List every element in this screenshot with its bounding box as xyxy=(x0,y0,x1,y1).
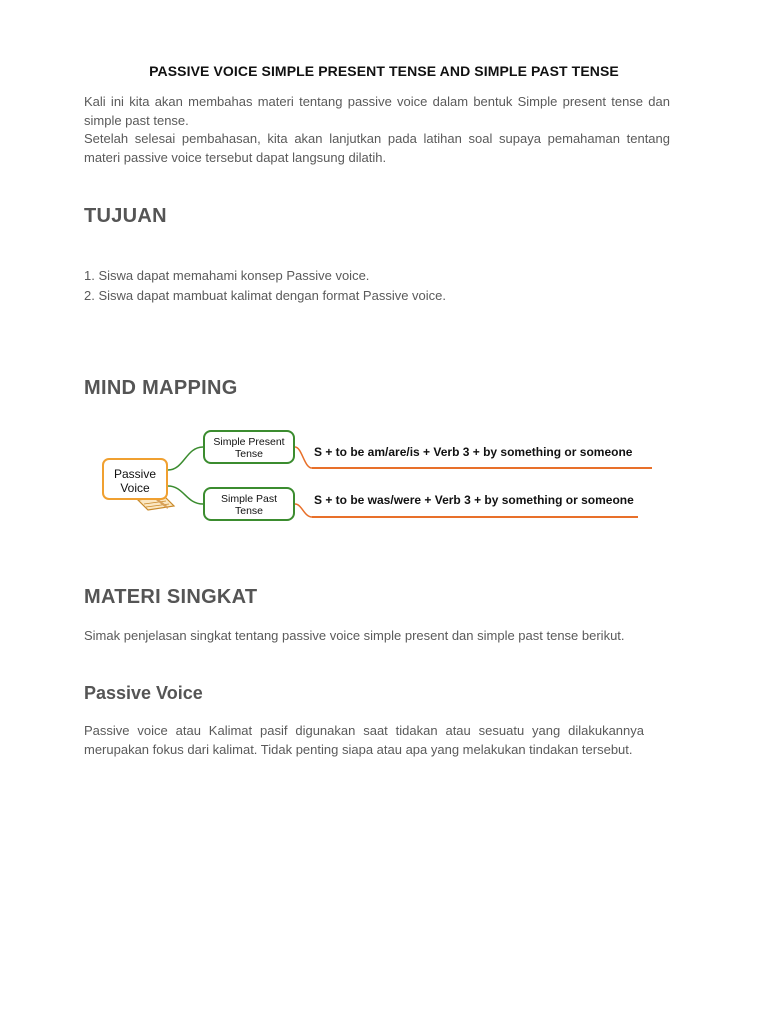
branch-node-simple-present xyxy=(203,430,295,464)
document-title: PASSIVE VOICE SIMPLE PRESENT TENSE AND SIMPLE PAST TENSE xyxy=(149,63,619,79)
root-label-line-2: Voice xyxy=(120,481,150,495)
branch-node-simple-past xyxy=(203,487,295,521)
formula-simple-present: S + to be am/are/is + Verb 3 + by something or someone xyxy=(314,445,633,459)
passive-voice-text-block xyxy=(84,722,644,759)
connector-present-to-formula xyxy=(295,447,312,468)
branch-past-line-2: Tense xyxy=(234,505,264,517)
intro-paragraph xyxy=(84,93,670,167)
tujuan-heading: TUJUAN xyxy=(84,205,167,227)
materi-singkat-text: Simak penjelasan singkat tentang passive voice simple present dan simple past tense berikut. xyxy=(84,628,625,643)
branch-present-line-1: Simple Present xyxy=(213,436,285,448)
materi-singkat-text-block xyxy=(84,627,670,646)
tujuan-list xyxy=(84,266,446,306)
passive-voice-heading: Passive Voice xyxy=(84,683,203,703)
root-label-line-1: Passive xyxy=(113,467,157,481)
materi-singkat-heading: MATERI SINGKAT xyxy=(84,586,258,608)
branch-past-line-1: Simple Past xyxy=(220,493,278,505)
connector-root-to-past xyxy=(168,486,203,504)
mind-map-root-node xyxy=(102,458,168,500)
intro-line-2: Setelah selesai pembahasan, kita akan lanjutkan pada latihan soal supaya pemahaman tentang materi passive voice tersebut dapat langsung dilatih. xyxy=(84,131,670,165)
formula-simple-past: S + to be was/were + Verb 3 + by something or someone xyxy=(314,493,634,507)
mind-map-connectors xyxy=(94,428,660,528)
connector-past-to-formula xyxy=(295,504,312,517)
intro-line-1: Kali ini kita akan membahas materi tentang passive voice dalam bentuk Simple present tense dan simple past tense. xyxy=(84,94,670,128)
mind-map-diagram xyxy=(94,428,660,528)
tujuan-item-1: 1. Siswa dapat memahami konsep Passive voice. xyxy=(84,268,370,283)
mind-mapping-heading: MIND MAPPING xyxy=(84,377,238,399)
tujuan-item-2: 2. Siswa dapat mambuat kalimat dengan format Passive voice. xyxy=(84,288,447,303)
branch-present-line-2: Tense xyxy=(234,448,264,460)
connector-root-to-present xyxy=(168,447,203,470)
passive-voice-text: Passive voice atau Kalimat pasif digunakan saat tidakan atau sesuatu yang dilakukannya merupakan fokus dari kalimat. Tidak penting siapa atau apa yang melakukan tindakan tersebut. xyxy=(84,723,644,757)
